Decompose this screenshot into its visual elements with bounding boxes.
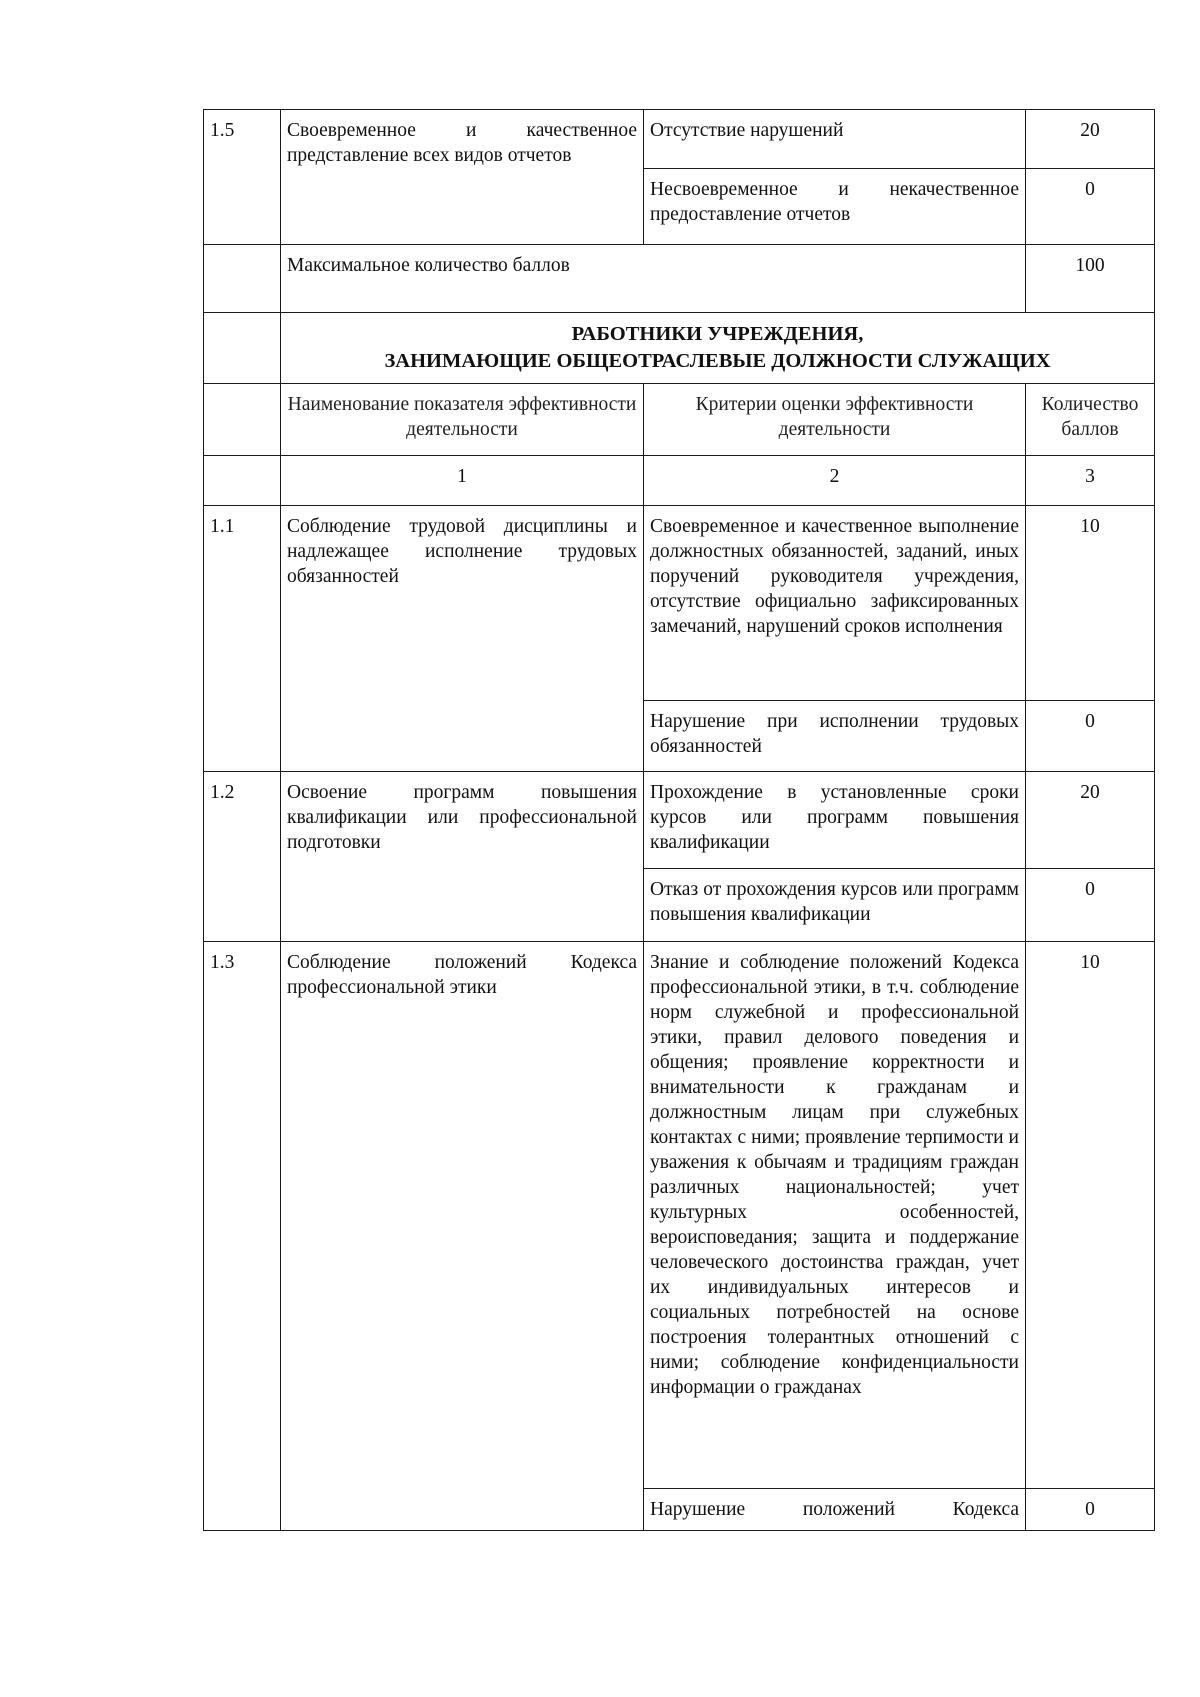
criteria-cell: Отсутствие нарушений: [644, 110, 1026, 169]
evaluation-table: [203, 109, 1155, 1531]
column-number: 2: [644, 456, 1026, 506]
points-cell: 0: [1026, 1489, 1155, 1531]
header-points: Количество баллов: [1026, 384, 1155, 456]
criteria-cell: Несвоевременное и некачественное предоставление отчетов: [644, 169, 1026, 245]
row-number: 1.5: [204, 110, 281, 245]
section-title-line: РАБОТНИКИ УЧРЕЖДЕНИЯ,: [571, 323, 864, 345]
table-row: [204, 942, 1155, 1489]
indicator-cell: Своевременное и качественное представление всех видов отчетов: [281, 110, 644, 245]
empty-cell: [204, 245, 281, 313]
criteria-cell: Прохождение в установленные сроки курсов или программ повышения квалификации: [644, 772, 1026, 869]
empty-cell: [204, 456, 281, 506]
column-number: 3: [1026, 456, 1155, 506]
criteria-cell: Своевременное и качественное выполнение должностных обязанностей, заданий, иных поручений руководителя учреждения, отсутствие официально зафиксированных замечаний, нарушений сроков исполнения: [644, 506, 1026, 701]
points-cell: 20: [1026, 110, 1155, 169]
row-number: 1.1: [204, 506, 281, 772]
empty-cell: [204, 384, 281, 456]
indicator-cell: Соблюдение положений Кодекса профессиональной этики: [281, 942, 644, 1531]
table-row: [204, 772, 1155, 869]
points-cell: 0: [1026, 169, 1155, 245]
indicator-cell: Освоение программ повышения квалификации или профессиональной подготовки: [281, 772, 644, 942]
max-points-value: 100: [1026, 245, 1155, 313]
section-title-row: [204, 313, 1155, 384]
empty-cell: [204, 313, 281, 384]
table-row: [204, 110, 1155, 169]
criteria-cell: Нарушение положений Кодекса: [644, 1489, 1026, 1531]
points-cell: 10: [1026, 942, 1155, 1489]
header-criteria: Критерии оценки эффективности деятельности: [644, 384, 1026, 456]
section-title-line: ЗАНИМАЮЩИЕ ОБЩЕОТРАСЛЕВЫЕ ДОЛЖНОСТИ СЛУЖАЩИХ: [384, 350, 1051, 372]
column-numbers-row: [204, 456, 1155, 506]
points-cell: 20: [1026, 772, 1155, 869]
max-points-label: Максимальное количество баллов: [281, 245, 1026, 313]
points-cell: 0: [1026, 869, 1155, 942]
row-number: 1.3: [204, 942, 281, 1531]
criteria-cell: Нарушение при исполнении трудовых обязанностей: [644, 701, 1026, 772]
points-cell: 0: [1026, 701, 1155, 772]
criteria-cell: Знание и соблюдение положений Кодекса профессиональной этики, в т.ч. соблюдение норм служебной и профессиональной этики, правил делового поведения и общения; проявление корректности и внимательности к гражданам и должностным лицам при служебных контактах с ними; проявление терпимости и уважения к обычаям и традициям граждан различных национальностей; учет культурных особенностей, вероисповедания; защита и поддержание человеческого достоинства граждан, учет их индивидуальных интересов и социальных потребностей на основе построения толерантных отношений с ними; соблюдение конфиденциальности информации о гражданах: [644, 942, 1026, 1489]
max-points-row: [204, 245, 1155, 313]
indicator-cell: Соблюдение трудовой дисциплины и надлежащее исполнение трудовых обязанностей: [281, 506, 644, 772]
criteria-cell: Отказ от прохождения курсов или программ повышения квалификации: [644, 869, 1026, 942]
table-row: [204, 506, 1155, 701]
header-indicator: Наименование показателя эффективности деятельности: [281, 384, 644, 456]
header-row: [204, 384, 1155, 456]
points-cell: 10: [1026, 506, 1155, 701]
section-title: [281, 313, 1155, 384]
column-number: 1: [281, 456, 644, 506]
row-number: 1.2: [204, 772, 281, 942]
